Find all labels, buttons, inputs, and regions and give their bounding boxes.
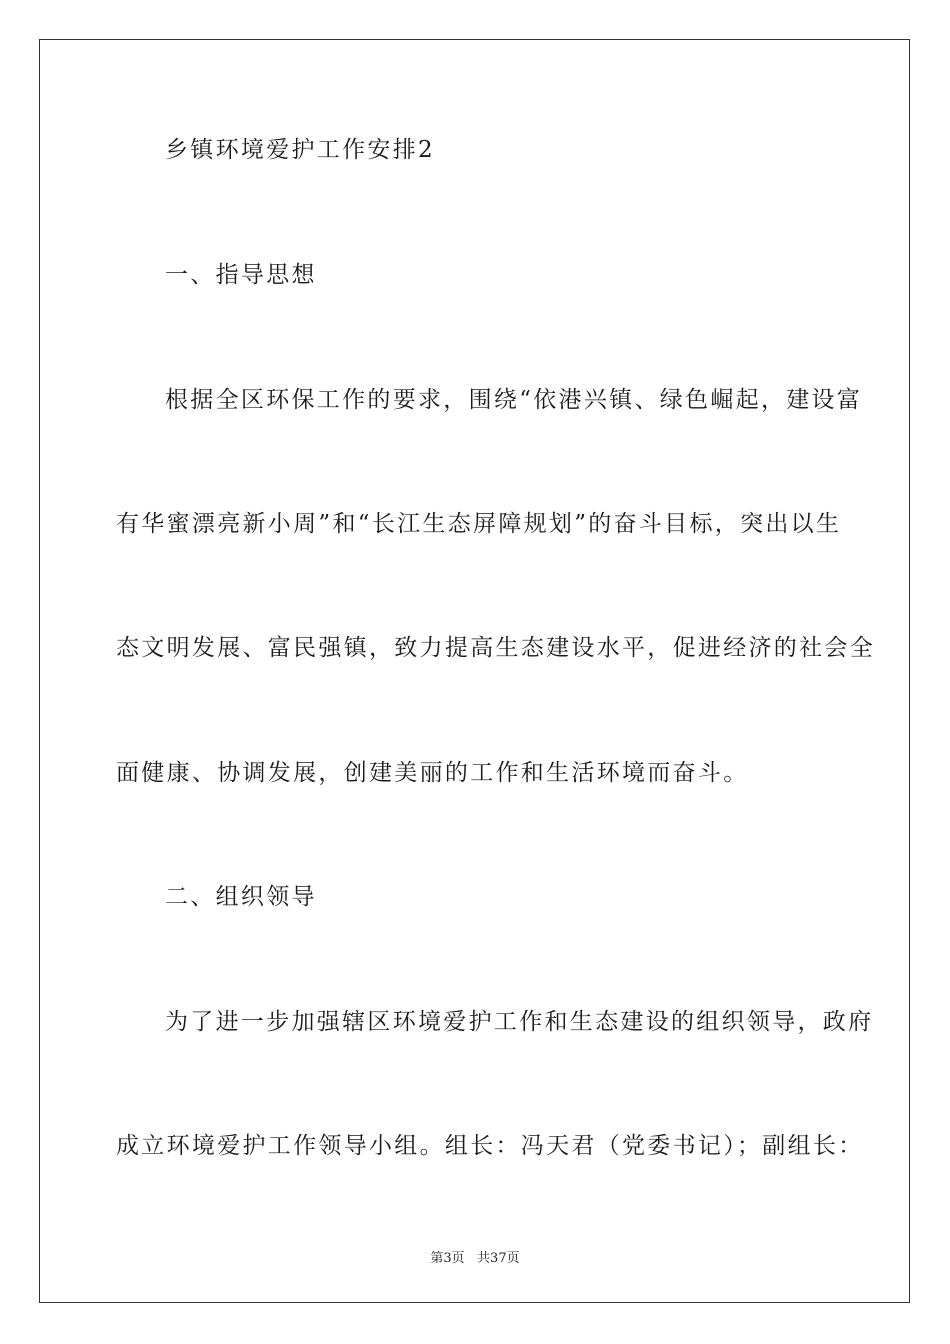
paragraph-line: 态文明发展、富民强镇，致力提高生态建设水平，促进经济的社会全 (116, 635, 875, 661)
page-footer: 第3页 共37页 (430, 1251, 520, 1266)
paragraph-line: 根据全区环保工作的要求，围绕“依港兴镇、绿色崛起，建设富 (165, 387, 863, 413)
paragraph-line: 成立环境爱护工作领导小组。组长：冯天君（党委书记）；副组长： (116, 1133, 864, 1159)
page-border (39, 39, 910, 1303)
document-title: 乡镇环境爱护工作安排2 (165, 137, 435, 163)
section-heading-guiding-ideology: 一、指导思想 (165, 262, 317, 288)
section-heading-organization: 二、组织领导 (165, 884, 317, 910)
paragraph-line: 有华蜜漂亮新小周”和“长江生态屏障规划”的奋斗目标，突出以生 (116, 511, 842, 537)
paragraph-line: 面健康、协调发展，创建美丽的工作和生活环境而奋斗。 (116, 760, 749, 786)
paragraph-line: 为了进一步加强辖区环境爱护工作和生态建设的组织领导，政府 (165, 1009, 874, 1035)
